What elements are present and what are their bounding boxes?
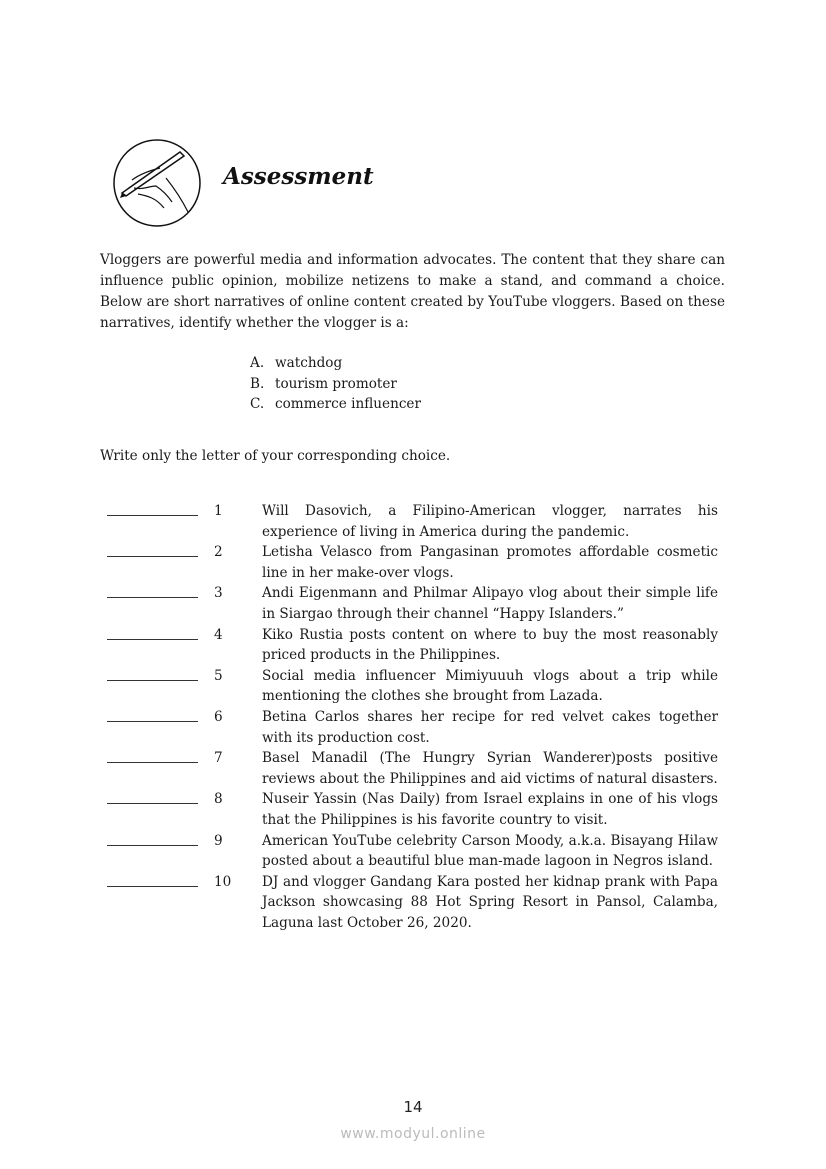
question-item bbox=[107, 501, 719, 542]
question-text: Basel Manadil (The Hungry Syrian Wanderer)posts positive reviews about the Philippines and aid victims of natural disasters. bbox=[262, 750, 718, 787]
choice-item bbox=[250, 394, 421, 415]
question-number: 9 bbox=[214, 832, 223, 849]
answer-blank[interactable] bbox=[107, 789, 198, 804]
instruction: Write only the letter of your corresponding choice. bbox=[100, 448, 451, 464]
choice-item bbox=[250, 353, 421, 374]
question-number: 7 bbox=[214, 750, 223, 767]
answer-blank[interactable] bbox=[107, 831, 198, 846]
choice-list bbox=[250, 353, 421, 415]
choice-letter: B. bbox=[250, 375, 265, 392]
question-text: Letisha Velasco from Pangasinan promotes affordable cosmetic line in her make-over vlogs. bbox=[262, 544, 718, 581]
answer-blank[interactable] bbox=[107, 748, 198, 763]
question-item bbox=[107, 872, 719, 934]
choice-label: commerce influencer bbox=[275, 396, 421, 412]
hand-writing-pencil-icon bbox=[112, 138, 202, 228]
question-item bbox=[107, 707, 719, 748]
question-item bbox=[107, 666, 719, 707]
page-number: 14 bbox=[403, 1098, 423, 1116]
question-text: Social media influencer Mimiyuuuh vlogs about a trip while mentioning the clothes she brought from Lazada. bbox=[262, 667, 718, 705]
question-number: 1 bbox=[214, 503, 223, 519]
choice-label: tourism promoter bbox=[275, 375, 397, 392]
question-item bbox=[107, 831, 719, 872]
choice-letter: A. bbox=[250, 355, 265, 371]
question-text: DJ and vlogger Gandang Kara posted her kidnap prank with Papa Jackson showcasing 88 Hot Spring Resort in Pansol, Calamba, Laguna last October 26, 2020. bbox=[262, 873, 718, 931]
question-text: Kiko Rustia posts content on where to buy the most reasonably priced products in the Philippines. bbox=[262, 626, 718, 664]
question-text: American YouTube celebrity Carson Moody, a.k.a. Bisayang Hilaw posted about a beautiful blue man-made lagoon in Negros island. bbox=[262, 832, 718, 870]
question-item bbox=[107, 789, 719, 830]
choice-item bbox=[250, 374, 421, 395]
intro-paragraph: Vloggers are powerful media and information advocates. The content that they share can influence public opinion, mobilize netizens to make a stand, and command a choice. Below are short narratives of online content created by YouTube vloggers. Based on these narratives, identify whether the vlogger is a: bbox=[100, 252, 725, 331]
question-number: 6 bbox=[214, 708, 223, 725]
question-text: Will Dasovich, a Filipino-American vlogger, narrates his experience of living in America during the pandemic. bbox=[262, 503, 718, 540]
answer-blank[interactable] bbox=[107, 542, 198, 557]
question-number: 10 bbox=[214, 873, 232, 890]
question-item bbox=[107, 542, 719, 583]
question-item bbox=[107, 748, 719, 789]
question-number: 4 bbox=[214, 626, 223, 643]
answer-blank[interactable] bbox=[107, 666, 198, 681]
answer-blank[interactable] bbox=[107, 501, 198, 516]
question-number: 3 bbox=[214, 585, 223, 602]
question-number: 5 bbox=[214, 667, 223, 684]
choice-label: watchdog bbox=[275, 355, 343, 371]
question-item bbox=[107, 625, 719, 666]
question-item bbox=[107, 583, 719, 624]
question-list bbox=[107, 501, 719, 933]
watermark: www.modyul.online bbox=[340, 1126, 486, 1142]
question-text: Betina Carlos shares her recipe for red velvet cakes together with its production cost. bbox=[262, 708, 718, 746]
question-text: Andi Eigenmann and Philmar Alipayo vlog about their simple life in Siargao through their channel “Happy Islanders.” bbox=[262, 585, 718, 622]
page-title: Assessment bbox=[223, 163, 374, 190]
answer-blank[interactable] bbox=[107, 707, 198, 722]
question-number: 2 bbox=[214, 544, 223, 561]
answer-blank[interactable] bbox=[107, 625, 198, 640]
answer-blank[interactable] bbox=[107, 872, 198, 887]
choice-letter: C. bbox=[250, 396, 265, 412]
question-number: 8 bbox=[214, 791, 223, 808]
question-text: Nuseir Yassin (Nas Daily) from Israel explains in one of his vlogs that the Philippines is his favorite country to visit. bbox=[262, 791, 718, 828]
answer-blank[interactable] bbox=[107, 583, 198, 598]
